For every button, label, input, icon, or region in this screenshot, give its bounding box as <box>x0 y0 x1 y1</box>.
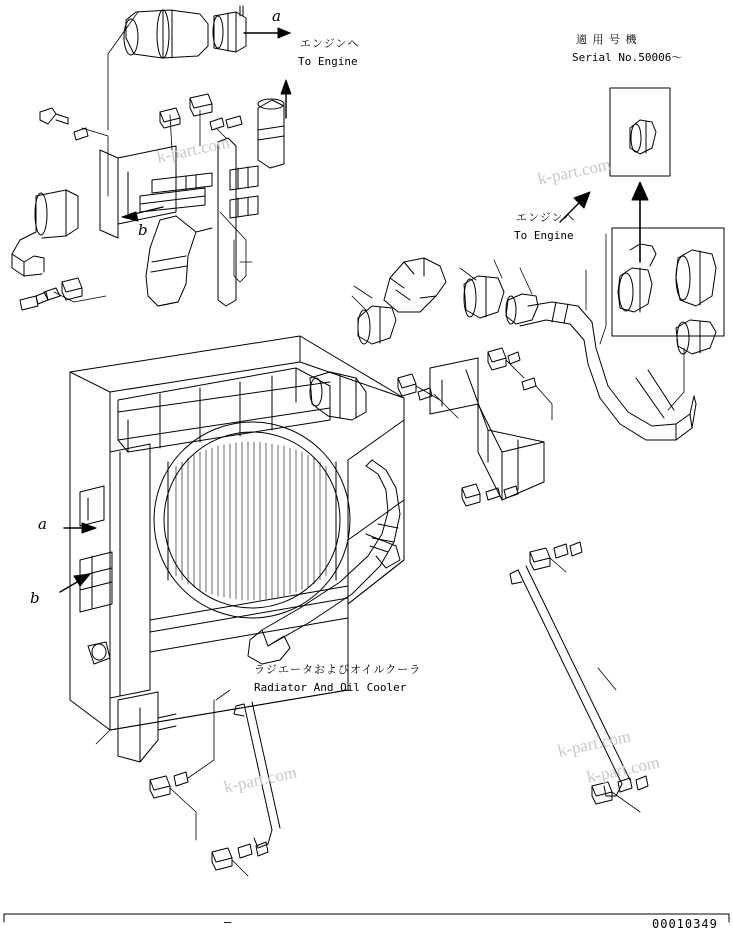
label-to-engine-top-jp: エンジンヘ <box>300 37 360 50</box>
middle-leaders <box>352 234 684 420</box>
upper-right-elbow-hose <box>358 258 538 344</box>
right-detail-hose <box>618 244 716 354</box>
label-radiator-en: Radiator And Oil Cooler <box>254 681 407 694</box>
footer-part-number: 00010349 <box>652 917 718 931</box>
label-to-engine-mid-jp: エンジンヘ <box>516 211 576 224</box>
callout-b-top: b <box>138 221 148 239</box>
radiator-core-assembly <box>70 336 407 762</box>
label-serial-jp: 適 用 号 機 <box>576 33 638 46</box>
lower-right-hose <box>248 460 400 664</box>
watermark-4: k-part.com <box>556 726 633 761</box>
label-radiator-jp: ラジエータおよびオイルクーラ <box>254 663 422 676</box>
label-serial-en: Serial No.50006〜 <box>572 51 683 64</box>
top-left-leaders <box>54 12 252 302</box>
watermark-2: k-part.com <box>536 154 613 189</box>
top-left-vertical-hose <box>146 216 212 306</box>
bottom-leaders <box>96 558 640 876</box>
bottom-hardware <box>150 542 648 870</box>
middle-bracket-plate <box>430 358 544 500</box>
label-to-engine-top-en: To Engine <box>298 55 358 68</box>
callout-a-left: a <box>38 515 47 533</box>
top-left-hose-assembly <box>124 6 246 58</box>
watermark-1: k-part.com <box>155 132 232 167</box>
label-to-engine-mid-en: To Engine <box>514 229 574 242</box>
callout-b-left: b <box>30 589 40 607</box>
watermark-3: k-part.com <box>222 762 299 797</box>
footer-dash: — <box>224 915 233 929</box>
watermark-5: k-part.com <box>585 752 662 787</box>
top-mid-pipe <box>218 99 284 306</box>
long-right-pipe <box>520 302 696 440</box>
top-left-hardware <box>20 94 242 310</box>
callout-a-top: a <box>272 7 281 25</box>
top-left-lower-hose <box>12 190 78 276</box>
